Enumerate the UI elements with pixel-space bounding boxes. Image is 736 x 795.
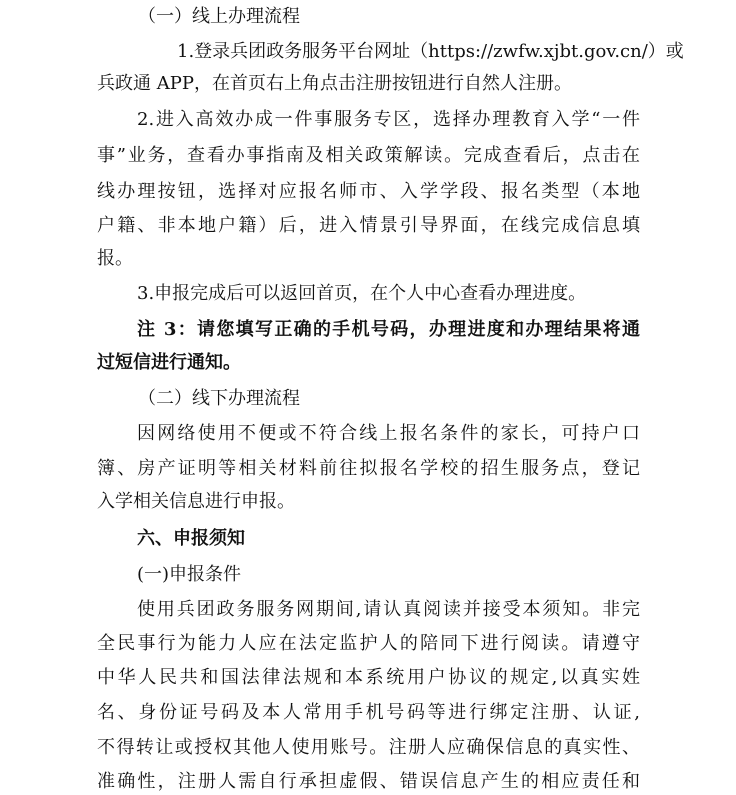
offline-line-3: 入学相关信息进行申报。 [97,491,295,512]
heading-offline-process: （二）线下办理流程 [138,388,300,409]
conditions-line-3: 中华人民共和国法律法规和本系统用户协议的规定,以真实姓 [97,667,640,688]
note3-line-1: 注 3：请您填写正确的手机号码，办理进度和办理结果将通 [137,319,640,340]
step1-line-2: 兵政通 APP，在首页右上角点击注册按钮进行自然人注册。 [97,73,572,94]
offline-line-1: 因网络使用不便或不符合线上报名条件的家长，可持户口 [137,423,640,444]
step3-text: 3.申报完成后可以返回首页，在个人中心查看办理进度。 [137,283,587,304]
step2-line-1: 2.进入高效办成一件事服务专区，选择办理教育入学“一件 [137,109,640,130]
conditions-line-1: 使用兵团政务服务网期间,请认真阅读并接受本须知。非完 [137,599,640,620]
step2-line-5: 报。 [97,248,133,269]
offline-line-2: 簿、房产证明等相关材料前往拟报名学校的招生服务点，登记 [97,458,640,479]
step2-line-2: 事”业务，查看办事指南及相关政策解读。完成查看后，点击在 [97,145,640,166]
section6-title: 六、申报须知 [137,528,245,549]
conditions-line-6: 准确性，注册人需自行承担虚假、错误信息产生的相应责任和 [97,771,640,792]
step2-line-4: 户籍、非本地户籍）后，进入情景引导界面，在线完成信息填 [97,215,640,236]
step1-line-1: 1.登录兵团政务服务平台网址（https://zwfw.xjbt.gov.cn/）或 [177,41,684,62]
conditions-line-2: 全民事行为能力人应在法定监护人的陪同下进行阅读。请遵守 [97,633,640,654]
sub-conditions-heading: (一)申报条件 [137,564,242,585]
conditions-line-4: 名、身份证号码及本人常用手机号码等进行绑定注册、认证, [97,702,640,723]
step2-line-3: 线办理按钮，选择对应报名师市、入学学段、报名类型（本地 [97,181,640,202]
heading-online-process: （一）线上办理流程 [138,6,300,27]
conditions-line-5: 不得转让或授权其他人使用账号。注册人应确保信息的真实性、 [97,737,640,758]
note3-line-2: 过短信进行通知。 [97,352,241,373]
